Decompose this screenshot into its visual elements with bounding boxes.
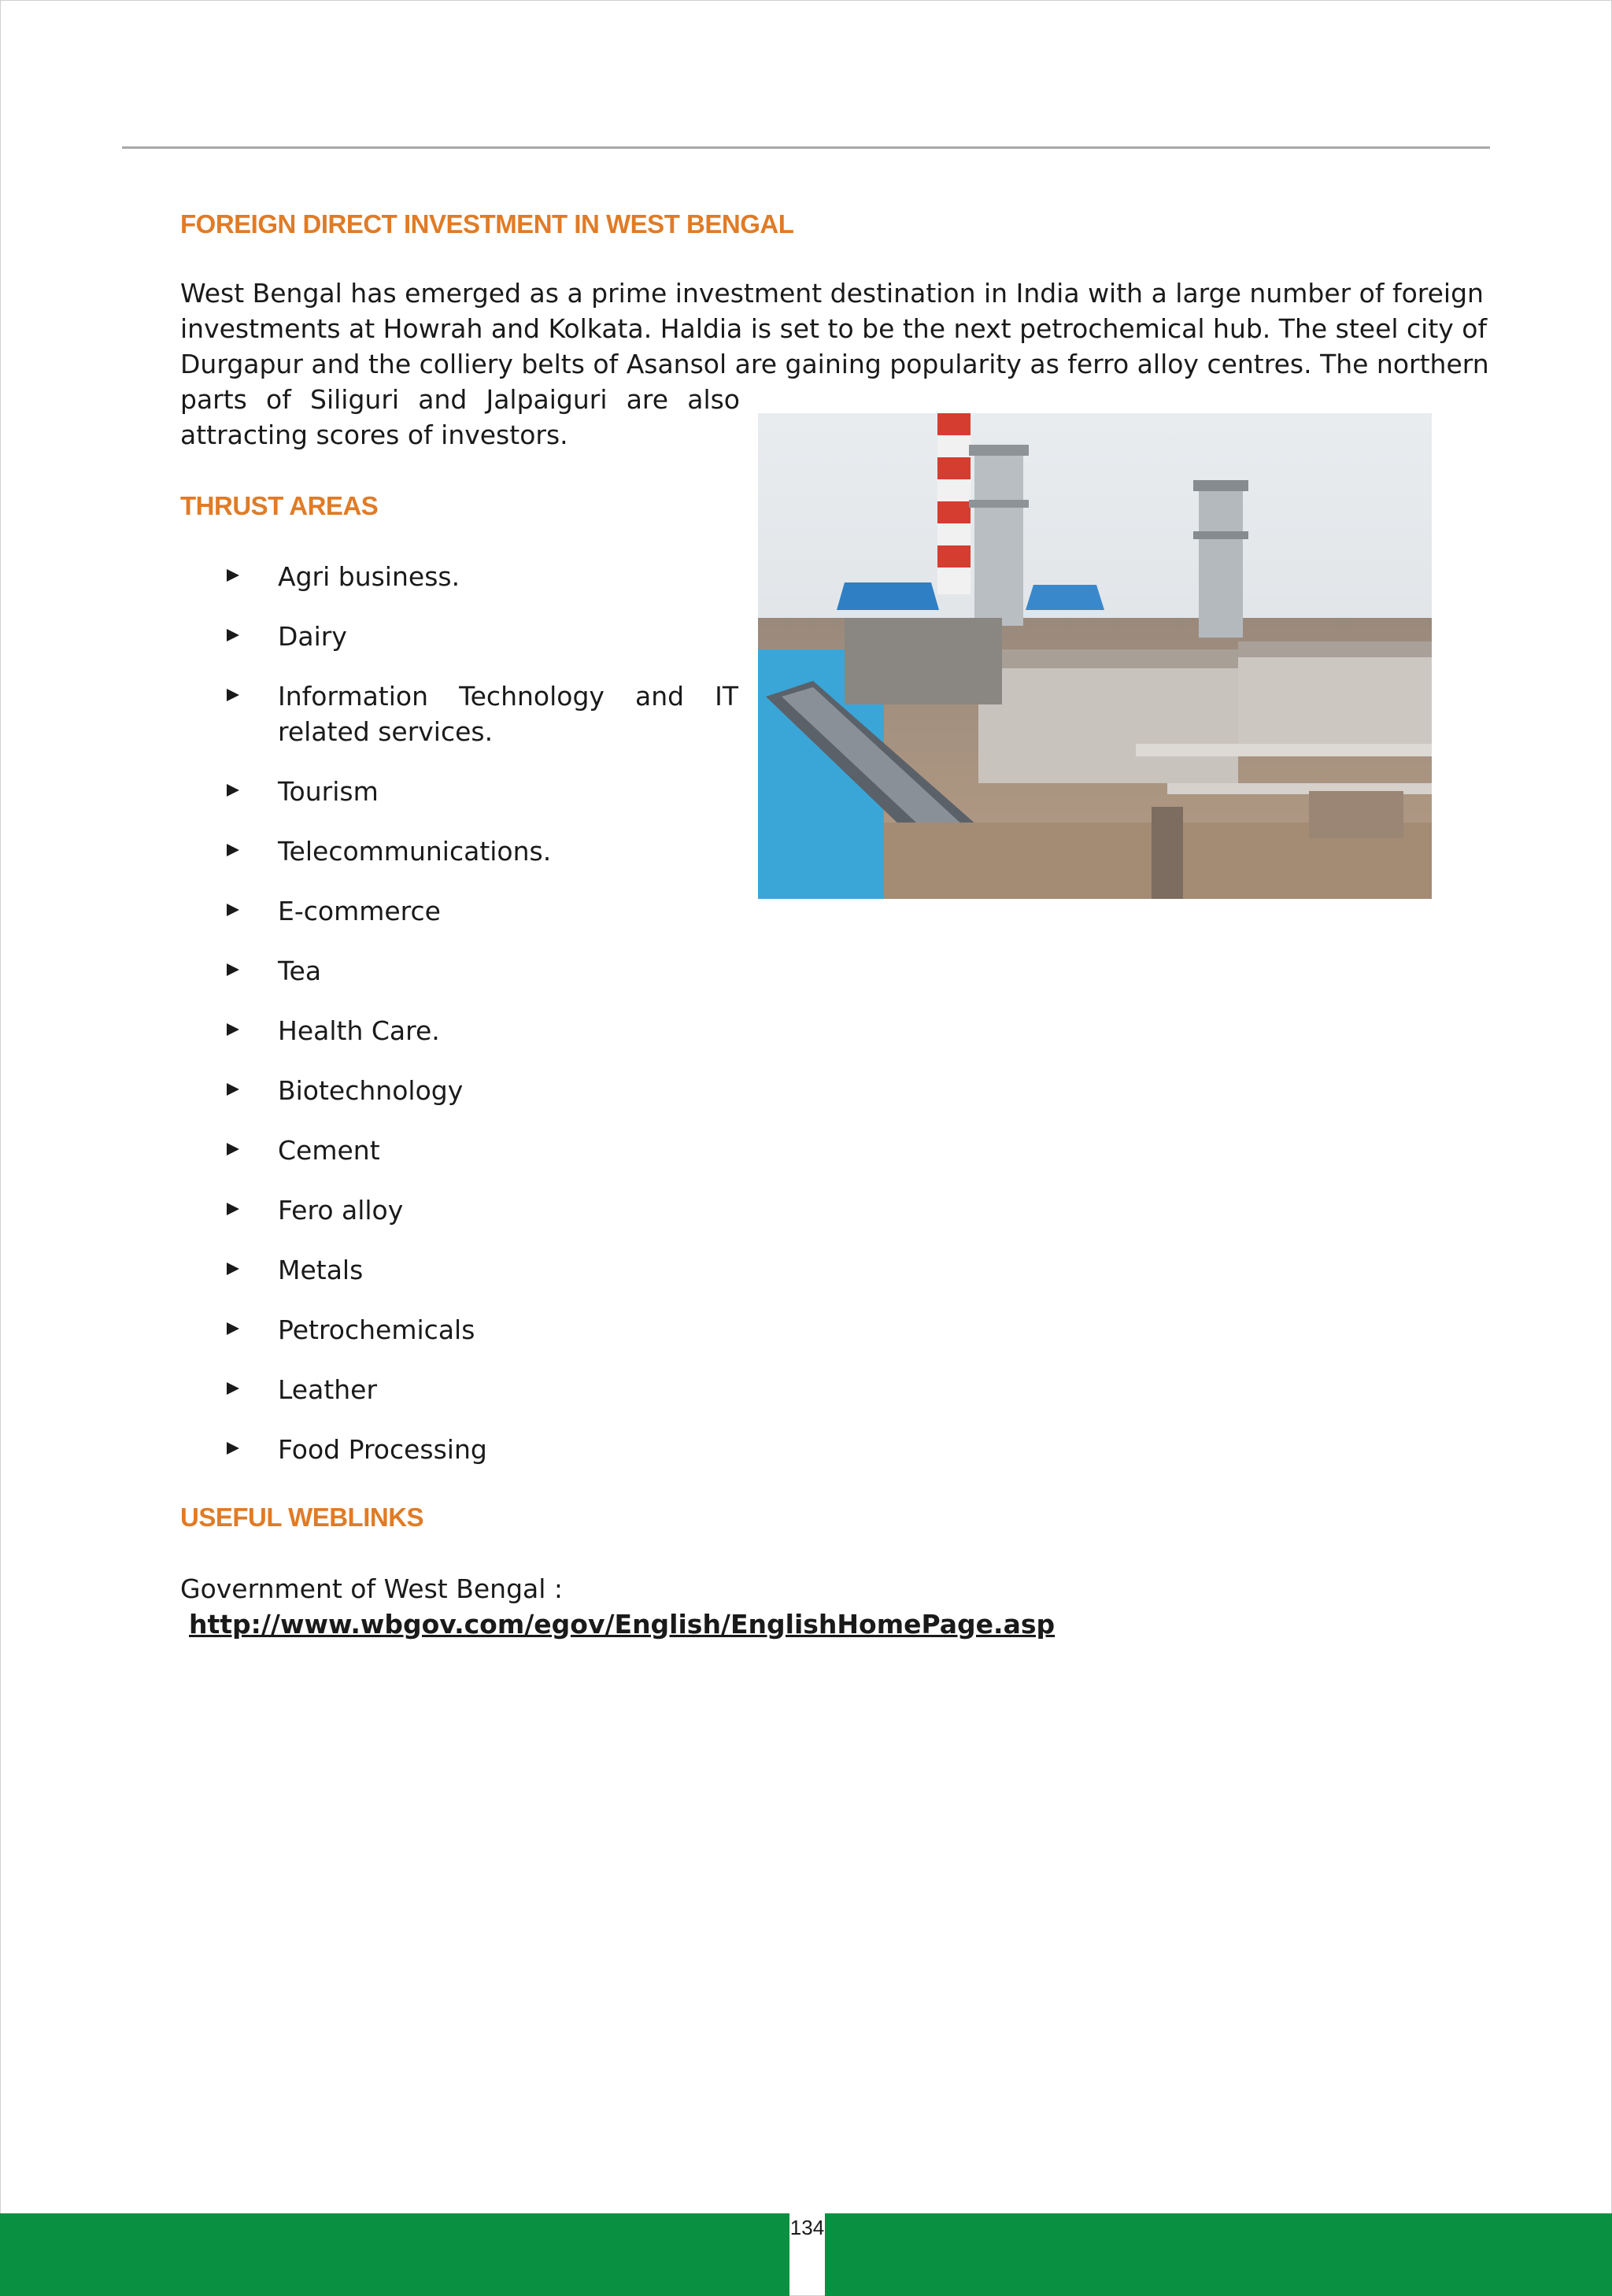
bullet-arrow-icon — [227, 784, 239, 797]
list-item-label: Cement — [278, 1135, 380, 1166]
list-item-label: Telecommunications. — [278, 836, 552, 867]
list-item — [180, 678, 747, 749]
list-item — [180, 1312, 747, 1348]
list-item — [180, 834, 747, 869]
thrust-areas-list — [180, 559, 747, 1492]
list-item-label: Biotechnology — [278, 1075, 464, 1106]
footer-band-left — [0, 2213, 789, 2296]
bullet-arrow-icon — [227, 1442, 239, 1455]
list-item — [180, 559, 747, 594]
list-item-label: Food Processing — [278, 1434, 487, 1465]
list-item — [180, 953, 747, 989]
intro-line: attracting scores of investors. — [180, 420, 568, 450]
list-item-label: Tourism — [278, 776, 379, 807]
intro-line: West Bengal has emerged as a prime investment destination in India with a large number of foreign — [180, 278, 1484, 309]
list-item-label: E-commerce — [278, 896, 441, 926]
bullet-arrow-icon — [227, 569, 239, 582]
intro-line: investments at Howrah and Kolkata. Haldia is set to be the next petrochemical hub. The steel city of — [180, 313, 1488, 344]
weblink-label: Government of West Bengal : — [180, 1573, 564, 1604]
list-item — [180, 893, 747, 929]
list-item-label: Health Care. — [278, 1015, 440, 1046]
bullet-arrow-icon — [227, 1203, 239, 1215]
list-item — [180, 1073, 747, 1108]
government-weblink[interactable]: http://www.wbgov.com/egov/English/EnglishHomePage.asp — [189, 1609, 1056, 1640]
list-item-label: Metals — [278, 1255, 364, 1285]
bullet-arrow-icon — [227, 1143, 239, 1155]
list-item-label: Information Technology and IT related services. — [278, 681, 738, 747]
bullet-arrow-icon — [227, 844, 239, 856]
list-item — [180, 1133, 747, 1168]
list-item — [180, 774, 747, 809]
list-item — [180, 619, 747, 654]
bullet-arrow-icon — [227, 904, 239, 916]
power-plant-photo — [758, 413, 1432, 899]
bullet-arrow-icon — [227, 1023, 239, 1036]
intro-line: parts of Siliguri and Jalpaiguri are also — [180, 384, 740, 415]
intro-line: Durgapur and the colliery belts of Asansol are gaining popularity as ferro alloy centres. The northern — [180, 349, 1489, 379]
list-item — [180, 1372, 747, 1407]
list-item — [180, 1252, 747, 1288]
footer-band-right — [825, 2213, 1612, 2296]
useful-weblinks-heading: USEFUL WEBLINKS — [180, 1503, 424, 1532]
bullet-arrow-icon — [227, 629, 239, 641]
bullet-arrow-icon — [227, 963, 239, 976]
header-rule — [122, 146, 1490, 149]
list-item-label: Fero alloy — [278, 1195, 404, 1226]
list-item-label: Leather — [278, 1374, 378, 1405]
list-item — [180, 1432, 747, 1467]
bullet-arrow-icon — [227, 1083, 239, 1096]
page-number: 134 — [789, 2216, 825, 2239]
bullet-arrow-icon — [227, 1382, 239, 1395]
fdi-heading: FOREIGN DIRECT INVESTMENT IN WEST BENGAL — [180, 209, 794, 238]
bullet-arrow-icon — [227, 1322, 239, 1335]
bullet-arrow-icon — [227, 689, 239, 701]
thrust-areas-heading: THRUST AREAS — [180, 491, 379, 520]
list-item-label: Tea — [278, 956, 322, 986]
list-item — [180, 1192, 747, 1228]
list-item-label: Dairy — [278, 621, 347, 652]
list-item-label: Agri business. — [278, 561, 460, 592]
list-item — [180, 1013, 747, 1048]
bullet-arrow-icon — [227, 1263, 239, 1275]
list-item-label: Petrochemicals — [278, 1314, 475, 1345]
